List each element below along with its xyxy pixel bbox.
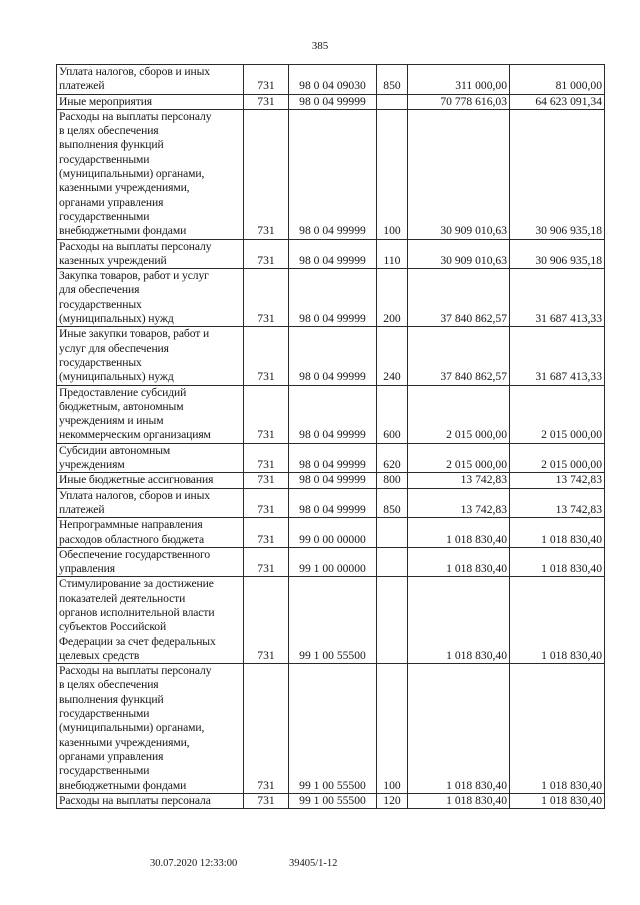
amount-year2-cell: 30 906 935,18 [510, 109, 605, 239]
expense-name-line: Расходы на выплаты персоналу [59, 109, 212, 123]
expense-name-line: Уплата налогов, сборов и иных [59, 488, 210, 502]
expense-type-code-cell: 620 [377, 443, 408, 473]
expense-name-line: целевых средств [59, 648, 140, 662]
expense-name-cell [57, 239, 244, 269]
expense-name-line: в целях обеспечения [59, 678, 159, 692]
table-row [57, 443, 605, 473]
amount-year1-cell: 2 015 000,00 [408, 385, 510, 443]
footer-document-code: 39405/1-12 [289, 858, 338, 869]
expense-name-cell [57, 664, 244, 794]
target-article-code-cell: 98 0 04 99999 [289, 94, 377, 109]
table-row [57, 65, 605, 95]
amount-year2-cell: 31 687 413,33 [510, 269, 605, 327]
budget-table-body [57, 65, 605, 809]
expense-name-cell [57, 547, 244, 577]
expense-name-cell [57, 473, 244, 488]
expense-name-line: государственными [59, 764, 150, 778]
department-code-cell: 731 [244, 518, 289, 548]
table-row [57, 327, 605, 385]
expense-type-code-cell: 110 [377, 239, 408, 269]
amount-year1-cell: 70 778 616,03 [408, 94, 510, 109]
target-article-code-cell: 98 0 04 99999 [289, 327, 377, 385]
expense-name-line: Предоставление субсидий [59, 385, 187, 399]
amount-year1-cell: 1 018 830,40 [408, 547, 510, 577]
expense-name-line: в целях обеспечения [59, 124, 159, 138]
expense-name-line: расходов областного бюджета [59, 532, 205, 546]
target-article-code-cell: 99 1 00 55500 [289, 793, 377, 808]
expense-name-line: платежей [59, 79, 105, 93]
expense-name-line: органами управления [59, 195, 164, 209]
expense-name-line: казенных учреждений [59, 253, 167, 267]
expense-name-line: государственными [59, 209, 150, 223]
amount-year1-cell: 30 909 010,63 [408, 109, 510, 239]
target-article-code-cell: 99 1 00 55500 [289, 664, 377, 794]
expense-name-line: государственными [59, 707, 150, 721]
target-article-code-cell: 98 0 04 99999 [289, 385, 377, 443]
amount-year2-cell: 81 000,00 [510, 65, 605, 95]
expense-name-line: государственных [59, 297, 142, 311]
expense-name-line: Стимулирование за достижение [59, 577, 214, 591]
amount-year2-cell: 13 742,83 [510, 473, 605, 488]
department-code-cell: 731 [244, 577, 289, 664]
amount-year2-cell: 31 687 413,33 [510, 327, 605, 385]
amount-year2-cell: 64 623 091,34 [510, 94, 605, 109]
expense-name-line: Иные бюджетные ассигнования [59, 473, 214, 487]
amount-year2-cell: 13 742,83 [510, 488, 605, 518]
amount-year2-cell: 2 015 000,00 [510, 443, 605, 473]
expense-type-code-cell: 600 [377, 385, 408, 443]
expense-name-line: Федерации за счет федеральных [59, 634, 216, 648]
amount-year1-cell: 37 840 862,57 [408, 269, 510, 327]
expense-name-line: услуг для обеспечения [59, 341, 169, 355]
target-article-code-cell: 98 0 04 99999 [289, 109, 377, 239]
amount-year1-cell: 1 018 830,40 [408, 518, 510, 548]
amount-year2-cell: 30 906 935,18 [510, 239, 605, 269]
amount-year1-cell: 1 018 830,40 [408, 577, 510, 664]
expense-type-code-cell: 850 [377, 65, 408, 95]
expense-name-cell [57, 518, 244, 548]
expense-name-line: органов исполнительной власти [59, 605, 215, 619]
budget-table [56, 64, 605, 809]
expense-name-cell [57, 385, 244, 443]
expense-name-line: государственных [59, 355, 142, 369]
target-article-code-cell: 99 1 00 55500 [289, 577, 377, 664]
target-article-code-cell: 98 0 04 99999 [289, 443, 377, 473]
table-row [57, 109, 605, 239]
target-article-code-cell: 98 0 04 99999 [289, 269, 377, 327]
target-article-code-cell: 98 0 04 09030 [289, 65, 377, 95]
expense-name-cell [57, 793, 244, 808]
expense-name-cell [57, 109, 244, 239]
page-number: 385 [311, 40, 329, 52]
expense-name-cell [57, 327, 244, 385]
expense-name-line: Расходы на выплаты персонала [59, 793, 211, 807]
target-article-code-cell: 98 0 04 99999 [289, 488, 377, 518]
expense-name-line: выполнения функций [59, 138, 164, 152]
expense-name-line: Обеспечение государственного [59, 547, 211, 561]
expense-type-code-cell [377, 518, 408, 548]
target-article-code-cell: 98 0 04 99999 [289, 239, 377, 269]
expense-name-cell [57, 269, 244, 327]
department-code-cell: 731 [244, 109, 289, 239]
expense-name-line: учреждениям [59, 458, 125, 472]
amount-year1-cell: 2 015 000,00 [408, 443, 510, 473]
department-code-cell: 731 [244, 443, 289, 473]
expense-name-line: управления [59, 562, 115, 576]
expense-name-line: выполнения функций [59, 692, 164, 706]
expense-type-code-cell: 120 [377, 793, 408, 808]
expense-name-line: внебюджетными фондами [59, 778, 187, 792]
table-row [57, 269, 605, 327]
amount-year2-cell: 1 018 830,40 [510, 547, 605, 577]
department-code-cell: 731 [244, 269, 289, 327]
expense-name-line: органами управления [59, 749, 164, 763]
expense-type-code-cell [377, 547, 408, 577]
department-code-cell: 731 [244, 473, 289, 488]
expense-name-line: Непрограммные направления [59, 518, 203, 532]
table-row [57, 793, 605, 808]
department-code-cell: 731 [244, 547, 289, 577]
expense-name-line: государственными [59, 152, 150, 166]
amount-year1-cell: 1 018 830,40 [408, 664, 510, 794]
expense-type-code-cell: 100 [377, 109, 408, 239]
expense-name-line: казенными учреждениями, [59, 181, 190, 195]
target-article-code-cell: 98 0 04 99999 [289, 473, 377, 488]
expense-type-code-cell: 200 [377, 269, 408, 327]
department-code-cell: 731 [244, 793, 289, 808]
department-code-cell: 731 [244, 488, 289, 518]
table-row [57, 664, 605, 794]
expense-name-line: для обеспечения [59, 283, 140, 297]
amount-year2-cell: 1 018 830,40 [510, 793, 605, 808]
expense-name-cell [57, 488, 244, 518]
expense-name-line: платежей [59, 502, 105, 516]
expense-name-line: субъектов Российской [59, 620, 167, 634]
expense-name-line: Субсидии автономным [59, 443, 171, 457]
department-code-cell: 731 [244, 664, 289, 794]
expense-name-line: (муниципальными) органами, [59, 721, 205, 735]
footer-timestamp: 30.07.2020 12:33:00 [150, 858, 238, 869]
amount-year1-cell: 1 018 830,40 [408, 793, 510, 808]
expense-name-line: некоммерческим организациям [59, 428, 211, 442]
expense-name-cell [57, 443, 244, 473]
amount-year2-cell: 1 018 830,40 [510, 518, 605, 548]
expense-type-code-cell: 800 [377, 473, 408, 488]
expense-name-line: казенными учреждениями, [59, 735, 190, 749]
expense-type-code-cell: 850 [377, 488, 408, 518]
table-row [57, 385, 605, 443]
expense-name-line: (муниципальных) нужд [59, 370, 174, 384]
amount-year1-cell: 37 840 862,57 [408, 327, 510, 385]
expense-name-line: Расходы на выплаты персоналу [59, 664, 212, 678]
table-row [57, 577, 605, 664]
expense-type-code-cell: 100 [377, 664, 408, 794]
expense-name-cell [57, 94, 244, 109]
expense-name-line: Закупка товаров, работ и услуг [59, 269, 209, 283]
expense-name-line: Расходы на выплаты персоналу [59, 239, 212, 253]
amount-year1-cell: 13 742,83 [408, 488, 510, 518]
expense-type-code-cell [377, 577, 408, 664]
expense-name-line: (муниципальных) нужд [59, 312, 174, 326]
expense-name-cell [57, 65, 244, 95]
expense-name-line: учреждениям и иным [59, 414, 164, 428]
expense-name-line: внебюджетными фондами [59, 224, 187, 238]
amount-year1-cell: 30 909 010,63 [408, 239, 510, 269]
expense-type-code-cell: 240 [377, 327, 408, 385]
table-row [57, 94, 605, 109]
table-row [57, 473, 605, 488]
amount-year2-cell: 1 018 830,40 [510, 664, 605, 794]
target-article-code-cell: 99 0 00 00000 [289, 518, 377, 548]
table-row [57, 488, 605, 518]
department-code-cell: 731 [244, 385, 289, 443]
expense-name-cell [57, 577, 244, 664]
expense-name-line: Иные мероприятия [59, 94, 153, 108]
department-code-cell: 731 [244, 239, 289, 269]
expense-type-code-cell [377, 94, 408, 109]
amount-year2-cell: 2 015 000,00 [510, 385, 605, 443]
expense-name-line: бюджетным, автономным [59, 399, 184, 413]
expense-name-line: показателей деятельности [59, 591, 186, 605]
amount-year1-cell: 311 000,00 [408, 65, 510, 95]
table-row [57, 547, 605, 577]
table-row [57, 239, 605, 269]
department-code-cell: 731 [244, 65, 289, 95]
expense-name-line: (муниципальными) органами, [59, 167, 205, 181]
target-article-code-cell: 99 1 00 00000 [289, 547, 377, 577]
table-row [57, 518, 605, 548]
expense-name-line: Иные закупки товаров, работ и [59, 327, 210, 341]
amount-year1-cell: 13 742,83 [408, 473, 510, 488]
expense-name-line: Уплата налогов, сборов и иных [59, 65, 210, 78]
department-code-cell: 731 [244, 94, 289, 109]
amount-year2-cell: 1 018 830,40 [510, 577, 605, 664]
department-code-cell: 731 [244, 327, 289, 385]
